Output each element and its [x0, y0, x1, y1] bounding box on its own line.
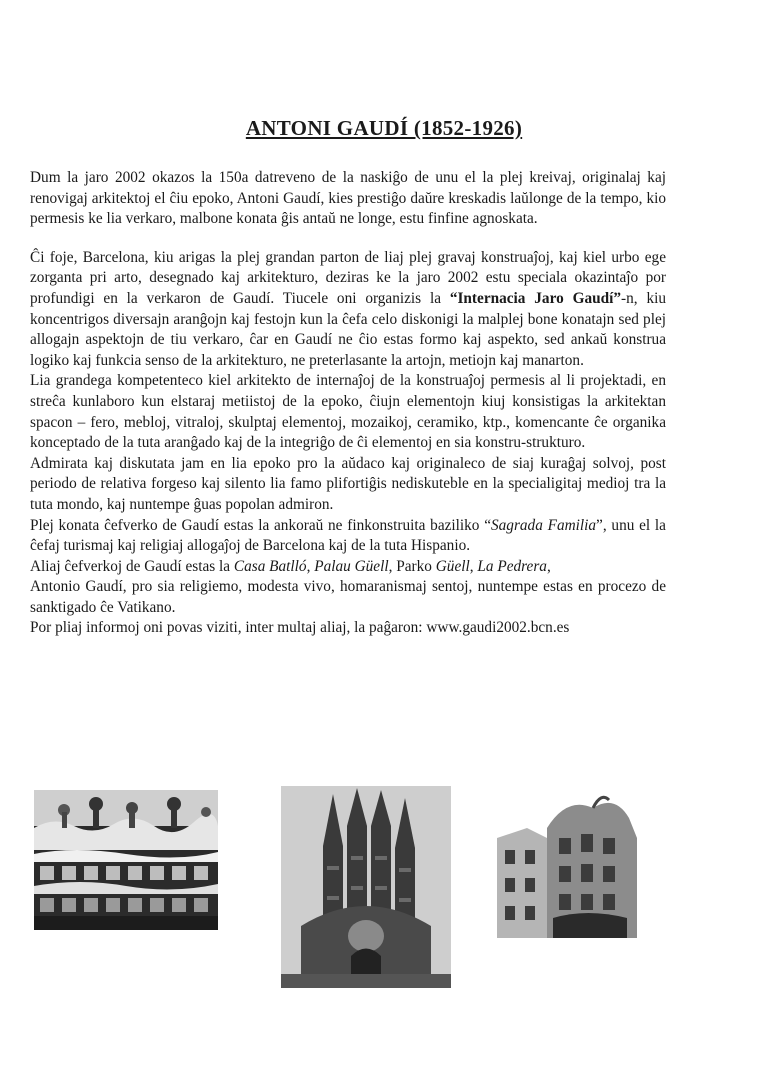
- article-body: [30, 168, 666, 639]
- paragraph-sagrada: Plej konata ĉefverko de Gaudí estas la ankoraŭ ne finkonstruita baziliko “Sagrada Familia”, unu el la ĉefaj turismaj kaj religiaj allogaĵoj de Barcelona kaj de la tuta Hispanio.: [30, 516, 666, 555]
- sagrada-familia-photo: [281, 786, 451, 988]
- paragraph-intro: Dum la jaro 2002 okazos la 150a datreveno de la naskiĝo de unu el la plej kreivaj, originalaj kaj renovigaj arkitektoj el ĉiu epoko, Antoni Gaudí, kies prestiĝo daŭre kreskadis laŭlonge de la tempo, kio permesis ke lia verkaro, malbone konata ĝis antaŭ ne longe, estu finfine agnoskata.: [30, 169, 666, 228]
- paragraph-barcelona: Ĉi foje, Barcelona, kiu arigas la plej grandan parton de liaj plej gravaj konstruaĵoj, kaj kiel urbo ege zorganta pri arto, desegnado kaj arkitekturo, deziras ke la jaro 2002 estu speciala okazintaĵo por profundigi en la verkaron de Gaudí. Tiucele oni organizis la “Internacia Jaro Gaudí”-n, kiu koncentrigos diversajn aranĝojn kaj festojn kun la ĉefa celo diskonigi la malplej bone konatajn sed plej allogajn aspektojn de tiu verkaro, ĉar en Gaudí ne ĉio estas formo kaj aspekto, sed ankaŭ konstrua logiko kaj funkcia senso de la arkitekturo, ne preterlasante la artojn, metiojn kaj manarton.: [30, 248, 666, 369]
- paragraph-sanctification: Antonio Gaudí, pro sia religiemo, modesta vivo, homaranismaj sentoj, nuntempe estas en procezo de sanktigado ĉe Vatikano.: [30, 578, 666, 616]
- paragraph-other-works: Aliaj ĉefverkoj de Gaudí estas la Casa Batlló, Palau Güell, Parko Güell, La Pedrera,: [30, 557, 551, 575]
- la-pedrera-photo: [34, 790, 218, 930]
- event-name: “Internacia Jaro Gaudí”: [449, 289, 622, 307]
- paragraph-admiration: Admirata kaj diskutata jam en lia epoko pro la aŭdaco kaj originaleco de siaj kuraĝaj solvoj, post periodo de relativa forgeso kaj silento lia famo plifortiĝis nediskuteble en la specialigitaj medioj tra la tuta mondo, kaj nuntempe ĝuas popolan admiron.: [30, 454, 666, 513]
- casa-batllo-photo: [497, 788, 647, 938]
- paragraph-competence: Lia grandega kompetenteco kiel arkitekto de internaĵoj de la konstruaĵoj permesis al li projektadi, en streĉa kunlaboro kun elstaraj metiistoj de la epoko, ĉiujn elementojn kiuj konsistigas la arkitektan spacon – fero, mebloj, vitraloj, skulptaj elementoj, mozaikoj, ceramiko, ktp., komencante ĉe organika konceptado de la tuta aranĝado kaj de la integriĝo de ĉi elementoj en sia konstru-strukturo.: [30, 372, 666, 452]
- page-title: ANTONI GAUDÍ (1852-1926): [245, 116, 523, 140]
- sagrada-familia-name: Sagrada Familia: [491, 516, 597, 534]
- paragraph-more-info: Por pliaj informoj oni povas viziti, inter multaj aliaj, la paĝaron: www.gaudi2002.bcn.es: [30, 619, 570, 637]
